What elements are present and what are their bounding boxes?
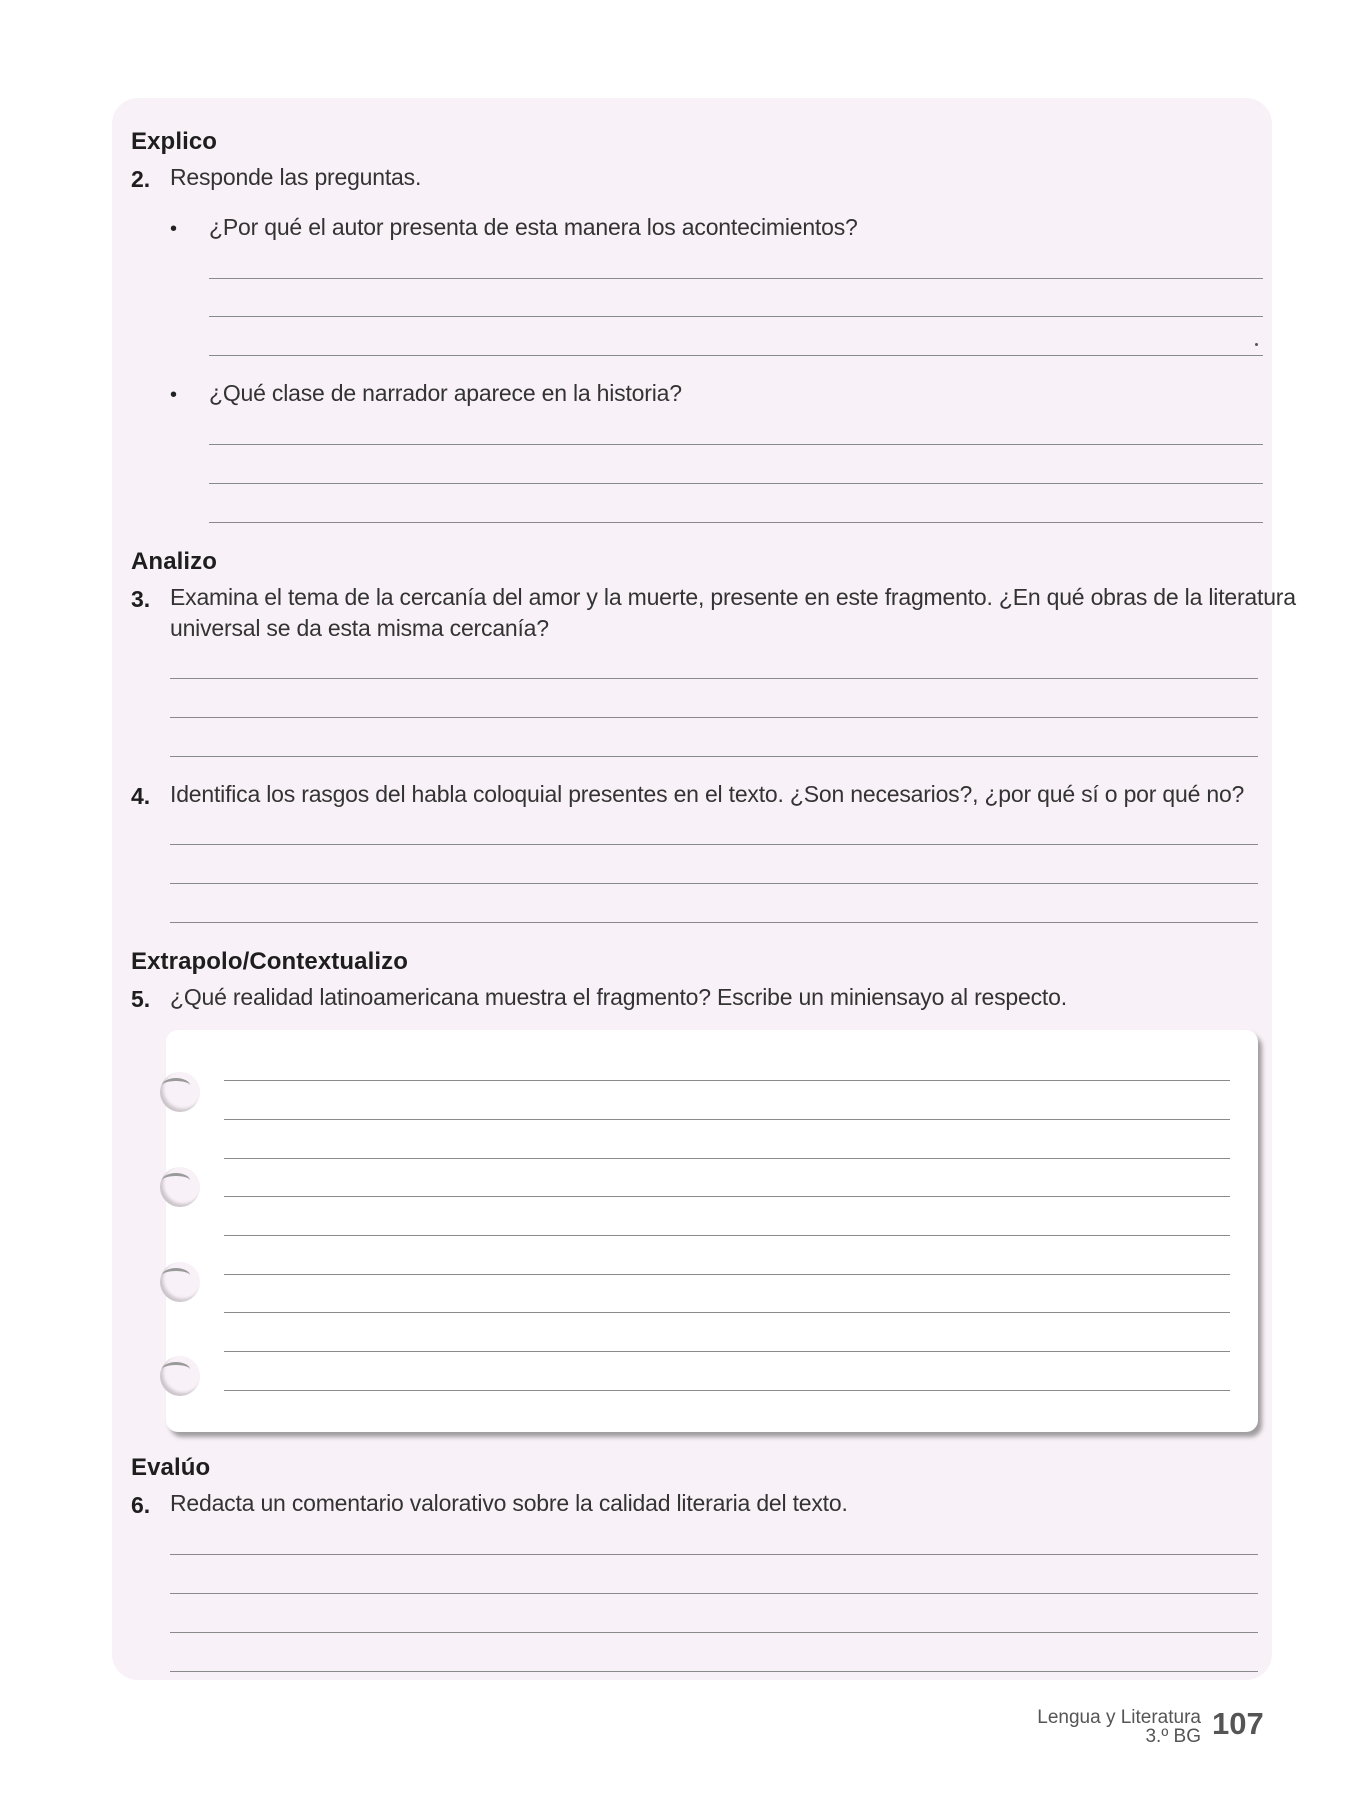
question-4-text: Identifica los rasgos del habla coloquial presentes en el texto. ¿Son necesarios?, ¿por qué sí o por qué no? <box>170 781 1245 807</box>
answer-line[interactable] <box>209 355 1263 356</box>
notebook-line[interactable] <box>224 1235 1230 1236</box>
question-3-line-1: Examina el tema de la cercanía del amor y la muerte, presente en este fragmento. ¿En qué obras de la literatura <box>170 584 1296 610</box>
question-2-bullet-2: ¿Qué clase de narrador aparece en la historia? <box>209 380 682 406</box>
question-3-number: 3. <box>131 586 151 612</box>
question-4-number: 4. <box>131 783 151 809</box>
answer-line[interactable] <box>170 844 1258 845</box>
footer-subject: Lengua y Literatura <box>1037 1707 1201 1728</box>
answer-line[interactable] <box>170 756 1258 757</box>
question-2-bullet-1: ¿Por qué el autor presenta de esta manera los acontecimientos? <box>209 214 858 240</box>
answer-line[interactable] <box>170 1671 1258 1672</box>
answer-line[interactable] <box>170 883 1258 884</box>
answer-line[interactable] <box>209 316 1263 317</box>
footer-grade: 3.º BG <box>1145 1726 1201 1747</box>
notebook-line[interactable] <box>224 1390 1230 1391</box>
question-2-number: 2. <box>131 166 151 192</box>
question-5-number: 5. <box>131 986 151 1012</box>
notebook-writing-area[interactable] <box>166 1030 1258 1432</box>
answer-line[interactable] <box>209 278 1263 279</box>
question-6-number: 6. <box>131 1492 151 1518</box>
notebook-line[interactable] <box>224 1196 1230 1197</box>
answer-line[interactable] <box>170 1593 1258 1594</box>
answer-line[interactable] <box>209 483 1263 484</box>
question-6-text: Redacta un comentario valorativo sobre la calidad literaria del texto. <box>170 1490 848 1516</box>
page-number: 107 <box>1212 1706 1264 1741</box>
answer-line[interactable] <box>209 444 1263 445</box>
section-heading-explico: Explico <box>131 128 218 155</box>
notebook-line[interactable] <box>224 1274 1230 1275</box>
answer-line[interactable] <box>209 522 1263 523</box>
bullet-2-marker: • <box>170 384 178 406</box>
binder-ring <box>162 1362 190 1377</box>
binder-ring <box>162 1173 190 1188</box>
answer-line[interactable] <box>170 1554 1258 1555</box>
answer-line[interactable] <box>170 922 1258 923</box>
footer-subject-block <box>1037 1708 1201 1746</box>
activity-panel <box>112 98 1272 1680</box>
notebook-line[interactable] <box>224 1158 1230 1159</box>
answer-line[interactable] <box>170 1632 1258 1633</box>
stray-dot <box>1255 343 1258 346</box>
question-2-text: Responde las preguntas. <box>170 164 422 190</box>
section-heading-evaluo: Evalúo <box>131 1454 211 1481</box>
section-heading-extrapolo: Extrapolo/Contextualizo <box>131 948 408 975</box>
question-3-line-2: universal se da esta misma cercanía? <box>170 615 549 641</box>
notebook-line[interactable] <box>224 1080 1230 1081</box>
notebook-line[interactable] <box>224 1351 1230 1352</box>
section-heading-analizo: Analizo <box>131 548 218 575</box>
binder-ring <box>162 1078 190 1093</box>
question-5-text: ¿Qué realidad latinoamericana muestra el fragmento? Escribe un miniensayo al respecto. <box>170 984 1067 1010</box>
binder-ring <box>162 1268 190 1283</box>
answer-line[interactable] <box>170 678 1258 679</box>
bullet-1-marker: • <box>170 218 178 240</box>
notebook-line[interactable] <box>224 1312 1230 1313</box>
notebook-line[interactable] <box>224 1119 1230 1120</box>
answer-line[interactable] <box>170 717 1258 718</box>
